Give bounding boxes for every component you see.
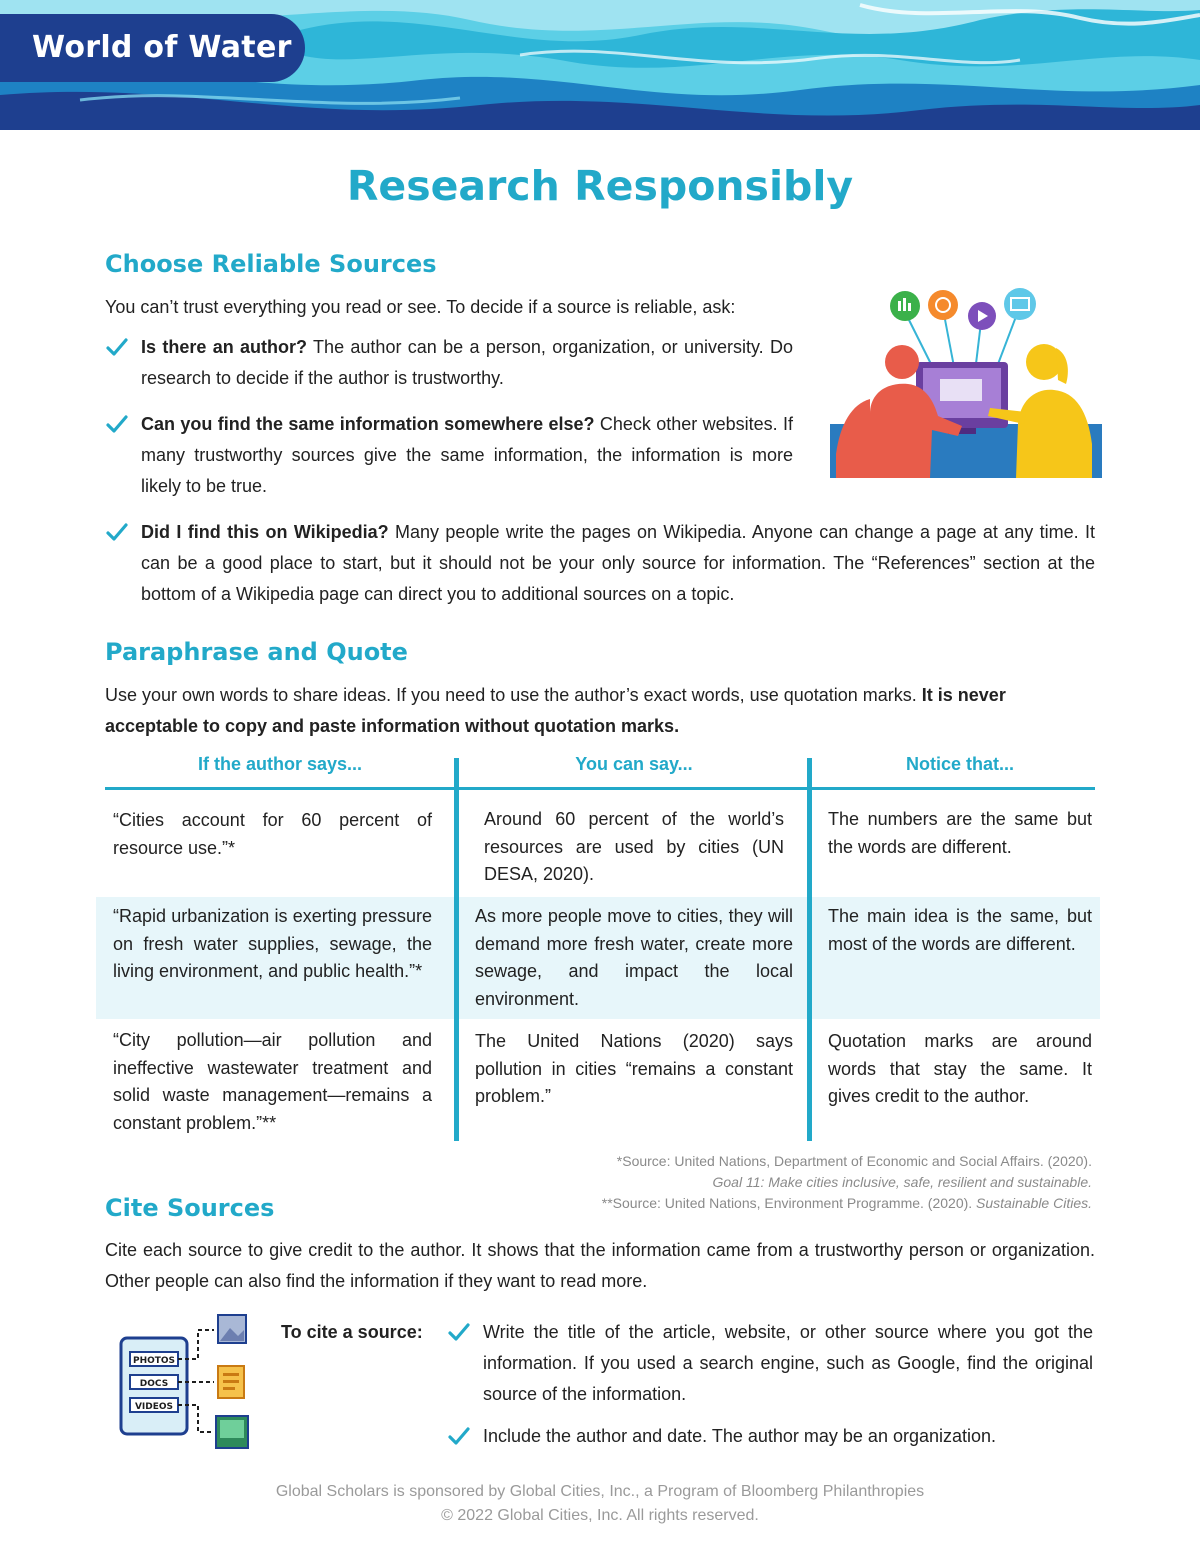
cite-step-1: Write the title of the article, website, or other source where you got the information. If you used a search engine, such as Google, find the original source of the information. — [483, 1322, 1093, 1404]
page-title: Research Responsibly — [346, 162, 854, 210]
table-cell: The numbers are the same but the words are different. — [828, 809, 1092, 857]
intro-paraphrase-text: Use your own words to share ideas. If you need to use the author’s exact words, use quotation marks. — [105, 685, 922, 705]
bullet-text: Many people write the pages on Wikipedia. Anyone can change a page at any time. It can be a good place to start, but it should not be your only source for information. The “References” section at the bottom of a Wikipedia page can direct you to additional sources on a topic. — [141, 522, 1095, 604]
checkmark-icon — [105, 412, 129, 436]
table-divider — [807, 758, 812, 1141]
bullet-author — [141, 332, 793, 394]
intro-choose-sources: You can’t trust everything you read or see. To decide if a source is reliable, ask: — [105, 297, 736, 317]
cite-label: To cite a source: — [281, 1322, 423, 1342]
checkmark-icon — [105, 520, 129, 544]
table-cell: Quotation marks are around words that stay the same. It gives credit to the author. — [828, 1031, 1092, 1106]
cite-step-2: Include the author and date. The author may be an organization. — [483, 1426, 997, 1446]
footnote-1: *Source: United Nations, Department of Economic and Social Affairs. (2020). — [616, 1153, 1092, 1169]
footnote-2-title: Sustainable Cities. — [976, 1195, 1092, 1211]
heading-choose-sources: Choose Reliable Sources — [105, 250, 437, 278]
footnote-1-goal — [713, 1172, 1093, 1193]
checkmark-icon — [447, 1424, 471, 1448]
bullet-question: Is there an author? — [141, 337, 308, 357]
intro-paraphrase-bold: It is never acceptable to copy and paste information without quotation marks. — [105, 685, 1006, 736]
heading-paraphrase: Paraphrase and Quote — [105, 638, 408, 666]
table-cell: The main idea is the same, but most of the words are different. — [828, 906, 1092, 954]
table-header-you: You can say... — [575, 754, 693, 774]
table-cell: As more people move to cities, they will demand more fresh water, create more sewage, and impact the local environment. — [475, 906, 793, 1009]
table-cell: “City pollution—air pollution and ineffective wastewater treatment and solid waste management—remains a constant problem.”** — [113, 1030, 432, 1133]
bullet-question: Can you find the same information somewhere else? — [141, 414, 595, 434]
footer-sponsor: Global Scholars is sponsored by Global Cities, Inc., a Program of Bloomberg Philanthropies — [275, 1483, 925, 1500]
table-divider — [454, 758, 459, 1141]
brand-title: World of Water — [32, 30, 292, 65]
intro-paraphrase — [105, 680, 1097, 742]
bullet-wikipedia — [141, 517, 1095, 610]
table-cell: Around 60 percent of the world’s resources are used by cities (UN DESA, 2020). — [484, 809, 784, 884]
table-header-rule — [105, 787, 1095, 790]
table-cell: The United Nations (2020) says pollution in cities “remains a constant problem.” — [475, 1031, 793, 1106]
device-label-videos: VIDEOS — [134, 1402, 174, 1412]
intro-cite-sources: Cite each source to give credit to the author. It shows that the information came from a trustworthy person or organization. Other people can also find the information if they want to read more. — [105, 1240, 1095, 1291]
bullet-same-info — [141, 409, 793, 502]
checkmark-icon — [447, 1320, 471, 1344]
footnote-2-text: **Source: United Nations, Environment Programme. (2020). — [601, 1195, 977, 1211]
device-label-photos: PHOTOS — [132, 1356, 176, 1366]
bullet-question: Did I find this on Wikipedia? — [141, 522, 389, 542]
table-header-author: If the author says... — [197, 754, 363, 774]
people-computer-illustration — [830, 284, 1102, 478]
bullet-text: The author can be a person, organization, or university. Do research to decide if the author is trustworthy. — [141, 337, 794, 388]
footnote-2 — [602, 1193, 1092, 1214]
checkmark-icon — [105, 335, 129, 359]
table-cell: “Cities account for 60 percent of resource use.”* — [113, 810, 432, 858]
table-header-notice: Notice that... — [905, 754, 1014, 774]
bullet-text: Check other websites. If many trustworthy sources give the same information, the information is more likely to be true. — [141, 414, 793, 496]
header-banner — [0, 0, 1200, 130]
heading-cite-sources: Cite Sources — [105, 1194, 275, 1222]
table-cell: “Rapid urbanization is exerting pressure on fresh water supplies, sewage, the living environment, and public health.”* — [113, 906, 432, 981]
footer-copyright: © 2022 Global Cities, Inc. All rights reserved. — [441, 1507, 759, 1524]
device-files-illustration — [118, 1312, 253, 1454]
footnote-goal-title: Goal 11: Make cities inclusive, safe, resilient and sustainable. — [712, 1174, 1092, 1190]
device-label-docs: DOCS — [139, 1379, 169, 1389]
